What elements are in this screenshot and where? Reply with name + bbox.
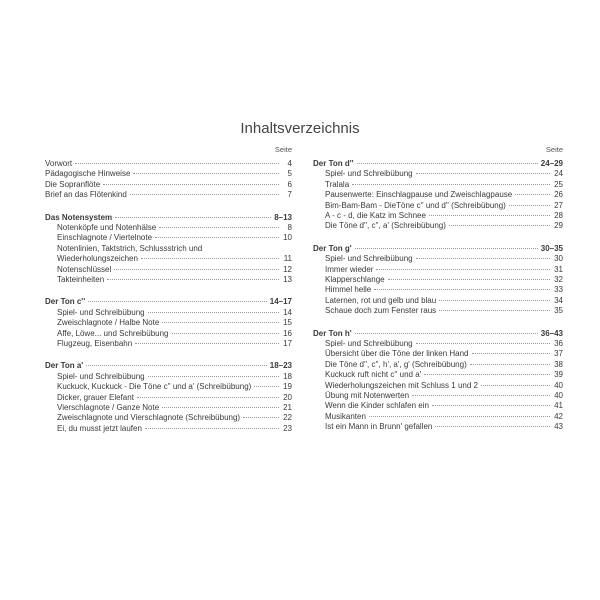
entry-title: Der Ton d'' xyxy=(313,159,354,168)
entry-page-number: 36 xyxy=(554,338,563,348)
toc-entry[interactable] xyxy=(313,180,563,190)
entry-title: Vorwort xyxy=(45,159,73,168)
entry-title: Wenn die Kinder schlafen ein xyxy=(325,401,429,411)
dot-leader xyxy=(148,376,279,377)
dot-leader xyxy=(162,322,279,323)
entry-page-number: 34 xyxy=(554,295,563,305)
toc-section-heading[interactable] xyxy=(313,159,563,169)
entry-title: Wiederholungszeichen mit Schluss 1 und 2 xyxy=(325,380,478,390)
dot-leader xyxy=(107,279,279,280)
entry-title: Klapperschlange xyxy=(325,274,385,284)
entry-page-number: 24 xyxy=(554,169,563,179)
entry-title: Einschlagnote / Viertelnote xyxy=(57,233,153,243)
dot-leader xyxy=(376,269,550,270)
dot-leader xyxy=(145,428,279,429)
toc-entry[interactable] xyxy=(313,211,563,221)
toc-entry[interactable] xyxy=(313,306,563,316)
dot-leader xyxy=(148,312,279,313)
entry-page-number: 20 xyxy=(283,392,292,402)
toc-section-heading[interactable] xyxy=(45,297,292,307)
entry-page-number: 25 xyxy=(554,179,563,189)
toc-entry[interactable] xyxy=(313,254,563,264)
dot-leader xyxy=(515,194,550,195)
entry-page-number: 31 xyxy=(554,264,563,274)
toc-entry[interactable] xyxy=(45,403,292,413)
dot-leader xyxy=(432,405,550,406)
dot-leader xyxy=(141,258,279,259)
toc-entry[interactable] xyxy=(313,381,563,391)
entry-page-number: 40 xyxy=(554,390,563,400)
entry-title: Brief an das Flötenkind xyxy=(45,190,127,200)
toc-section-heading[interactable] xyxy=(313,329,563,339)
entry-page-number: 19 xyxy=(283,382,292,392)
entry-page-number: 10 xyxy=(283,233,292,243)
toc-entry[interactable] xyxy=(313,339,563,349)
dot-leader xyxy=(369,416,550,417)
page-column-header: Seite xyxy=(274,145,292,154)
entry-title: Ist ein Mann in Brunn' gefallen xyxy=(325,422,433,432)
toc-entry[interactable] xyxy=(313,401,563,411)
entry-page-number: 11 xyxy=(283,254,292,264)
entry-page-number: 14 xyxy=(283,307,292,317)
dot-leader xyxy=(355,333,538,334)
entry-page-number: 43 xyxy=(554,422,563,432)
entry-title: Notenschlüssel xyxy=(57,264,112,274)
toc-entry[interactable] xyxy=(45,190,292,200)
dot-leader xyxy=(357,163,538,164)
entry-title: Affe, Löwe... und Schreibübung xyxy=(57,328,169,338)
entry-title: Notenlinien, Taktstrich, Schlussstrich und xyxy=(57,243,203,253)
dot-leader xyxy=(439,310,550,311)
toc-entry[interactable] xyxy=(313,391,563,401)
entry-page-number: 23 xyxy=(283,423,292,433)
entry-title: Spiel- und Schreibübung xyxy=(325,338,413,348)
dot-leader xyxy=(435,426,550,427)
entry-page-number: 40 xyxy=(554,380,563,390)
dot-leader xyxy=(388,279,550,280)
entry-title: Kuckuck ruft nicht c'' und a' xyxy=(325,370,422,380)
dot-leader xyxy=(86,365,267,366)
entry-title: Immer wieder xyxy=(325,264,374,274)
entry-page-number: 30–35 xyxy=(540,243,563,253)
entry-page-number: 16 xyxy=(283,328,292,338)
dot-leader xyxy=(424,374,550,375)
entry-title: Notenköpfe und Notenhälse xyxy=(57,222,157,232)
dot-leader xyxy=(449,225,550,226)
toc-section-heading[interactable] xyxy=(45,361,292,371)
toc-entry[interactable] xyxy=(313,221,563,231)
toc-entry[interactable] xyxy=(313,412,563,422)
entry-page-number: 41 xyxy=(554,401,563,411)
toc-entry[interactable] xyxy=(45,254,292,264)
dot-leader xyxy=(439,300,550,301)
entry-page-number: 24–29 xyxy=(540,159,563,168)
dot-leader xyxy=(130,194,279,195)
toc-entry[interactable] xyxy=(45,424,292,434)
dot-leader xyxy=(155,237,279,238)
toc-section xyxy=(45,213,292,286)
dot-leader xyxy=(137,397,279,398)
toc-entry[interactable] xyxy=(45,169,292,179)
toc-entry[interactable] xyxy=(45,393,292,403)
entry-page-number: 38 xyxy=(554,359,563,369)
toc-entry[interactable] xyxy=(45,275,292,285)
entry-page-number: 5 xyxy=(287,169,292,179)
entry-title: Die Töne d'', c'', a' (Schreibübung) xyxy=(325,221,446,231)
entry-title: Das Notensystem xyxy=(45,212,113,222)
entry-title: Vierschlagnote / Ganze Note xyxy=(57,402,160,412)
entry-title: Pädagogische Hinweise xyxy=(45,169,131,179)
entry-title: Takteinheiten xyxy=(57,274,105,284)
toc-section xyxy=(313,159,563,232)
entry-title: Schaue doch zum Fenster raus xyxy=(325,306,437,316)
dot-leader xyxy=(355,248,538,249)
dot-leader xyxy=(472,353,551,354)
entry-page-number: 18–23 xyxy=(269,361,292,371)
entry-title: Wiederholungszeichen xyxy=(57,254,138,264)
entry-title: A - c - d, die Katz im Schnee xyxy=(325,210,426,220)
dot-leader xyxy=(115,217,271,218)
dot-leader xyxy=(88,301,267,302)
dot-leader xyxy=(416,343,550,344)
toc-entry[interactable] xyxy=(45,223,292,233)
entry-page-number: 7 xyxy=(287,190,292,200)
entry-page-number: 15 xyxy=(283,318,292,328)
toc-section-heading[interactable] xyxy=(313,244,563,254)
entry-page-number: 13 xyxy=(283,274,292,284)
toc-entry[interactable] xyxy=(45,159,292,169)
dot-leader xyxy=(135,343,279,344)
entry-title: Himmel helle xyxy=(325,285,372,295)
dot-leader xyxy=(416,173,550,174)
entry-title: Spiel- und Schreibübung xyxy=(325,254,413,264)
dot-leader xyxy=(114,269,279,270)
toc-entry[interactable] xyxy=(45,382,292,392)
page-column-header: Seite xyxy=(545,145,563,154)
dot-leader xyxy=(75,163,279,164)
entry-page-number: 32 xyxy=(554,274,563,284)
dot-leader xyxy=(416,258,550,259)
toc-entry[interactable] xyxy=(45,339,292,349)
entry-title: Dicker, grauer Elefant xyxy=(57,392,134,402)
toc-section-heading[interactable] xyxy=(45,213,292,223)
toc-entry[interactable] xyxy=(45,308,292,318)
page-title: Inhaltsverzeichnis xyxy=(240,120,360,137)
entry-title: Übung mit Notenwerten xyxy=(325,390,410,400)
entry-title: Spiel- und Schreibübung xyxy=(57,371,145,381)
dot-leader xyxy=(133,173,279,174)
toc-entry[interactable] xyxy=(45,413,292,423)
toc-entry[interactable] xyxy=(45,318,292,328)
toc-entry[interactable] xyxy=(313,285,563,295)
entry-title: Der Ton g' xyxy=(313,243,352,253)
toc-entry[interactable] xyxy=(45,244,292,254)
entry-title: Tralala xyxy=(325,179,350,189)
entry-title: Der Ton c'' xyxy=(45,297,86,307)
toc-entry[interactable] xyxy=(313,296,563,306)
dot-leader xyxy=(162,407,279,408)
dot-leader xyxy=(429,215,550,216)
entry-page-number: 42 xyxy=(554,411,563,421)
toc-entry[interactable] xyxy=(313,201,563,211)
dot-leader xyxy=(470,364,550,365)
entry-title: Zweischlagnote / Halbe Note xyxy=(57,318,160,328)
entry-title: Die Töne d'', c'', h', a', g' (Schreibübung) xyxy=(325,359,467,369)
entry-title: Zweischlagnote und Vierschlagnote (Schreibübung) xyxy=(57,413,241,423)
entry-page-number: 18 xyxy=(283,371,292,381)
entry-page-number: 6 xyxy=(287,179,292,189)
entry-title: Laternen, rot und gelb und blau xyxy=(325,295,437,305)
entry-page-number: 35 xyxy=(554,306,563,316)
entry-page-number: 8–13 xyxy=(274,212,292,222)
dot-leader xyxy=(254,386,279,387)
entry-page-number: 8 xyxy=(287,222,292,232)
toc-entry[interactable] xyxy=(313,349,563,359)
entry-title: Flugzeug, Eisenbahn xyxy=(57,338,133,348)
entry-page-number: 29 xyxy=(554,221,563,231)
entry-title: Bim-Bam-Bam - DieTöne c'' und d'' (Schreibübung) xyxy=(325,200,506,210)
entry-title: Musikanten xyxy=(325,411,366,421)
entry-page-number: 27 xyxy=(554,200,563,210)
dot-leader xyxy=(412,395,550,396)
dot-leader xyxy=(481,385,550,386)
entry-page-number: 17 xyxy=(283,338,292,348)
entry-page-number: 12 xyxy=(283,264,292,274)
dot-leader xyxy=(172,333,280,334)
toc-entry[interactable] xyxy=(313,169,563,179)
toc-entry[interactable] xyxy=(45,180,292,190)
toc-section xyxy=(45,297,292,349)
entry-page-number: 33 xyxy=(554,285,563,295)
toc-entry[interactable] xyxy=(313,265,563,275)
dot-leader xyxy=(509,205,550,206)
entry-title: Übersicht über die Töne der linken Hand xyxy=(325,349,469,359)
toc-entry[interactable] xyxy=(313,360,563,370)
entry-page-number: 30 xyxy=(554,254,563,264)
toc-section xyxy=(313,244,563,317)
dot-leader xyxy=(374,289,550,290)
dot-leader xyxy=(159,227,279,228)
toc-entry[interactable] xyxy=(45,372,292,382)
entry-title: Der Ton a' xyxy=(45,361,84,371)
toc-section xyxy=(45,159,292,201)
toc-entry[interactable] xyxy=(45,329,292,339)
entry-page-number: 28 xyxy=(554,210,563,220)
entry-title: Kuckuck, Kuckuck - Die Töne c'' und a' (Schreibübung) xyxy=(57,382,252,392)
entry-page-number: 39 xyxy=(554,370,563,380)
entry-page-number: 37 xyxy=(554,349,563,359)
entry-title: Die Sopranflöte xyxy=(45,179,101,189)
dot-leader xyxy=(103,184,279,185)
entry-page-number: 4 xyxy=(287,159,292,168)
toc-entry[interactable] xyxy=(313,422,563,432)
entry-title: Spiel- und Schreibübung xyxy=(325,169,413,179)
toc-entry[interactable] xyxy=(45,233,292,243)
entry-title: Der Ton h' xyxy=(313,328,352,338)
entry-page-number: 36–43 xyxy=(540,328,563,338)
toc-entry[interactable] xyxy=(313,370,563,380)
toc-entry[interactable] xyxy=(45,265,292,275)
entry-title: Spiel- und Schreibübung xyxy=(57,307,145,317)
entry-page-number: 14–17 xyxy=(269,297,292,307)
toc-entry[interactable] xyxy=(313,190,563,200)
toc-entry[interactable] xyxy=(313,275,563,285)
entry-page-number: 22 xyxy=(283,413,292,423)
entry-title: Pausenwerte: Einschlagpause und Zweischlagpause xyxy=(325,190,513,200)
toc-section xyxy=(313,329,563,433)
entry-page-number: 21 xyxy=(283,402,292,412)
toc-section xyxy=(45,361,292,434)
dot-leader xyxy=(243,417,279,418)
entry-title: Ei, du musst jetzt laufen xyxy=(57,423,142,433)
entry-page-number: 26 xyxy=(554,190,563,200)
dot-leader xyxy=(352,184,550,185)
